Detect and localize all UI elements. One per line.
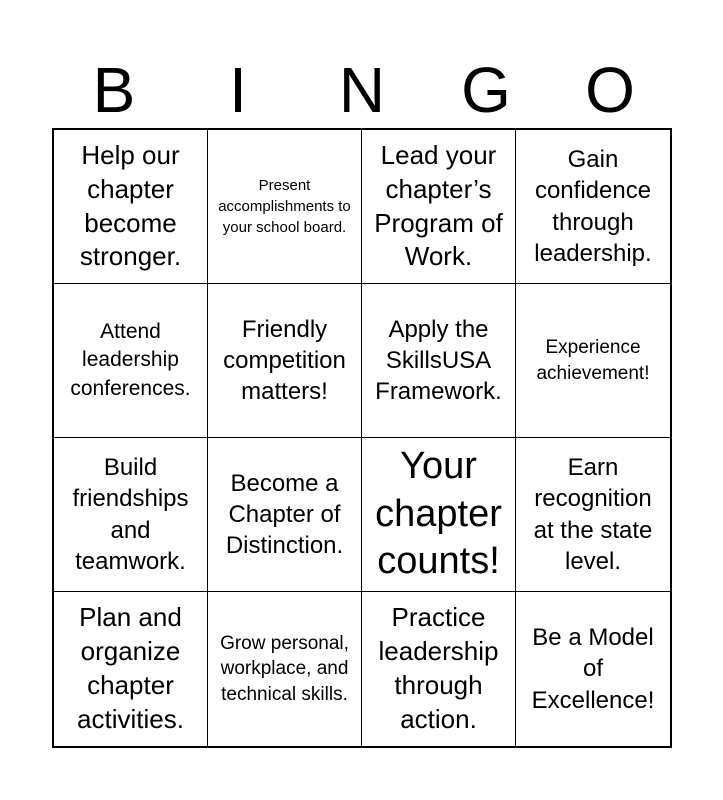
bingo-card-grid xyxy=(52,128,672,748)
bingo-free-cell[interactable] xyxy=(362,438,516,592)
bingo-cell[interactable] xyxy=(362,592,516,746)
header-letter-b: B xyxy=(92,54,136,126)
bingo-cell[interactable] xyxy=(516,130,670,284)
cell-text: Practice leadership through action. xyxy=(378,602,499,734)
bingo-cell[interactable] xyxy=(208,592,362,746)
bingo-cell[interactable] xyxy=(208,130,362,284)
header-letter-o: O xyxy=(585,54,635,126)
bingo-cell[interactable] xyxy=(54,130,208,284)
bingo-cell[interactable] xyxy=(362,130,516,284)
bingo-cell[interactable] xyxy=(516,592,670,746)
cell-text: Grow personal, workplace, and technical skills. xyxy=(220,632,349,705)
bingo-cell[interactable] xyxy=(516,284,670,438)
bingo-cell[interactable] xyxy=(208,438,362,592)
cell-text: Earn recognition at the state level. xyxy=(533,454,653,575)
cell-text: Attend leadership conferences. xyxy=(70,319,191,400)
bingo-cell[interactable] xyxy=(516,438,670,592)
header-letter-i: I xyxy=(229,54,247,126)
bingo-cell[interactable] xyxy=(54,438,208,592)
header-letter-n: N xyxy=(338,54,386,126)
bingo-cell[interactable] xyxy=(362,284,516,438)
cell-text: Build friendships and teamwork. xyxy=(72,454,189,575)
cell-text: Experience achievement! xyxy=(536,336,650,384)
cell-text: Lead your chapter’s Program of Work. xyxy=(374,139,503,272)
header-letter-g: G xyxy=(461,54,511,126)
cell-text: Help our chapter become stronger. xyxy=(79,139,182,272)
cell-text: Plan and organize chapter activities. xyxy=(77,602,184,734)
bingo-header xyxy=(52,52,672,128)
cell-text: Present accomplishments to your school board. xyxy=(218,177,351,236)
cell-text: Be a Model of Excellence! xyxy=(531,624,655,714)
bingo-cell[interactable] xyxy=(208,284,362,438)
cell-text: Become a Chapter of Distinction. xyxy=(225,469,344,560)
free-cell-text: Your chapter counts! xyxy=(375,445,502,583)
cell-text: Gain confidence through leadership. xyxy=(534,146,652,267)
cell-text: Friendly competition matters! xyxy=(223,315,346,406)
cell-text: Apply the SkillsUSA Framework. xyxy=(375,315,502,406)
bingo-cell[interactable] xyxy=(54,592,208,746)
bingo-cell[interactable] xyxy=(54,284,208,438)
